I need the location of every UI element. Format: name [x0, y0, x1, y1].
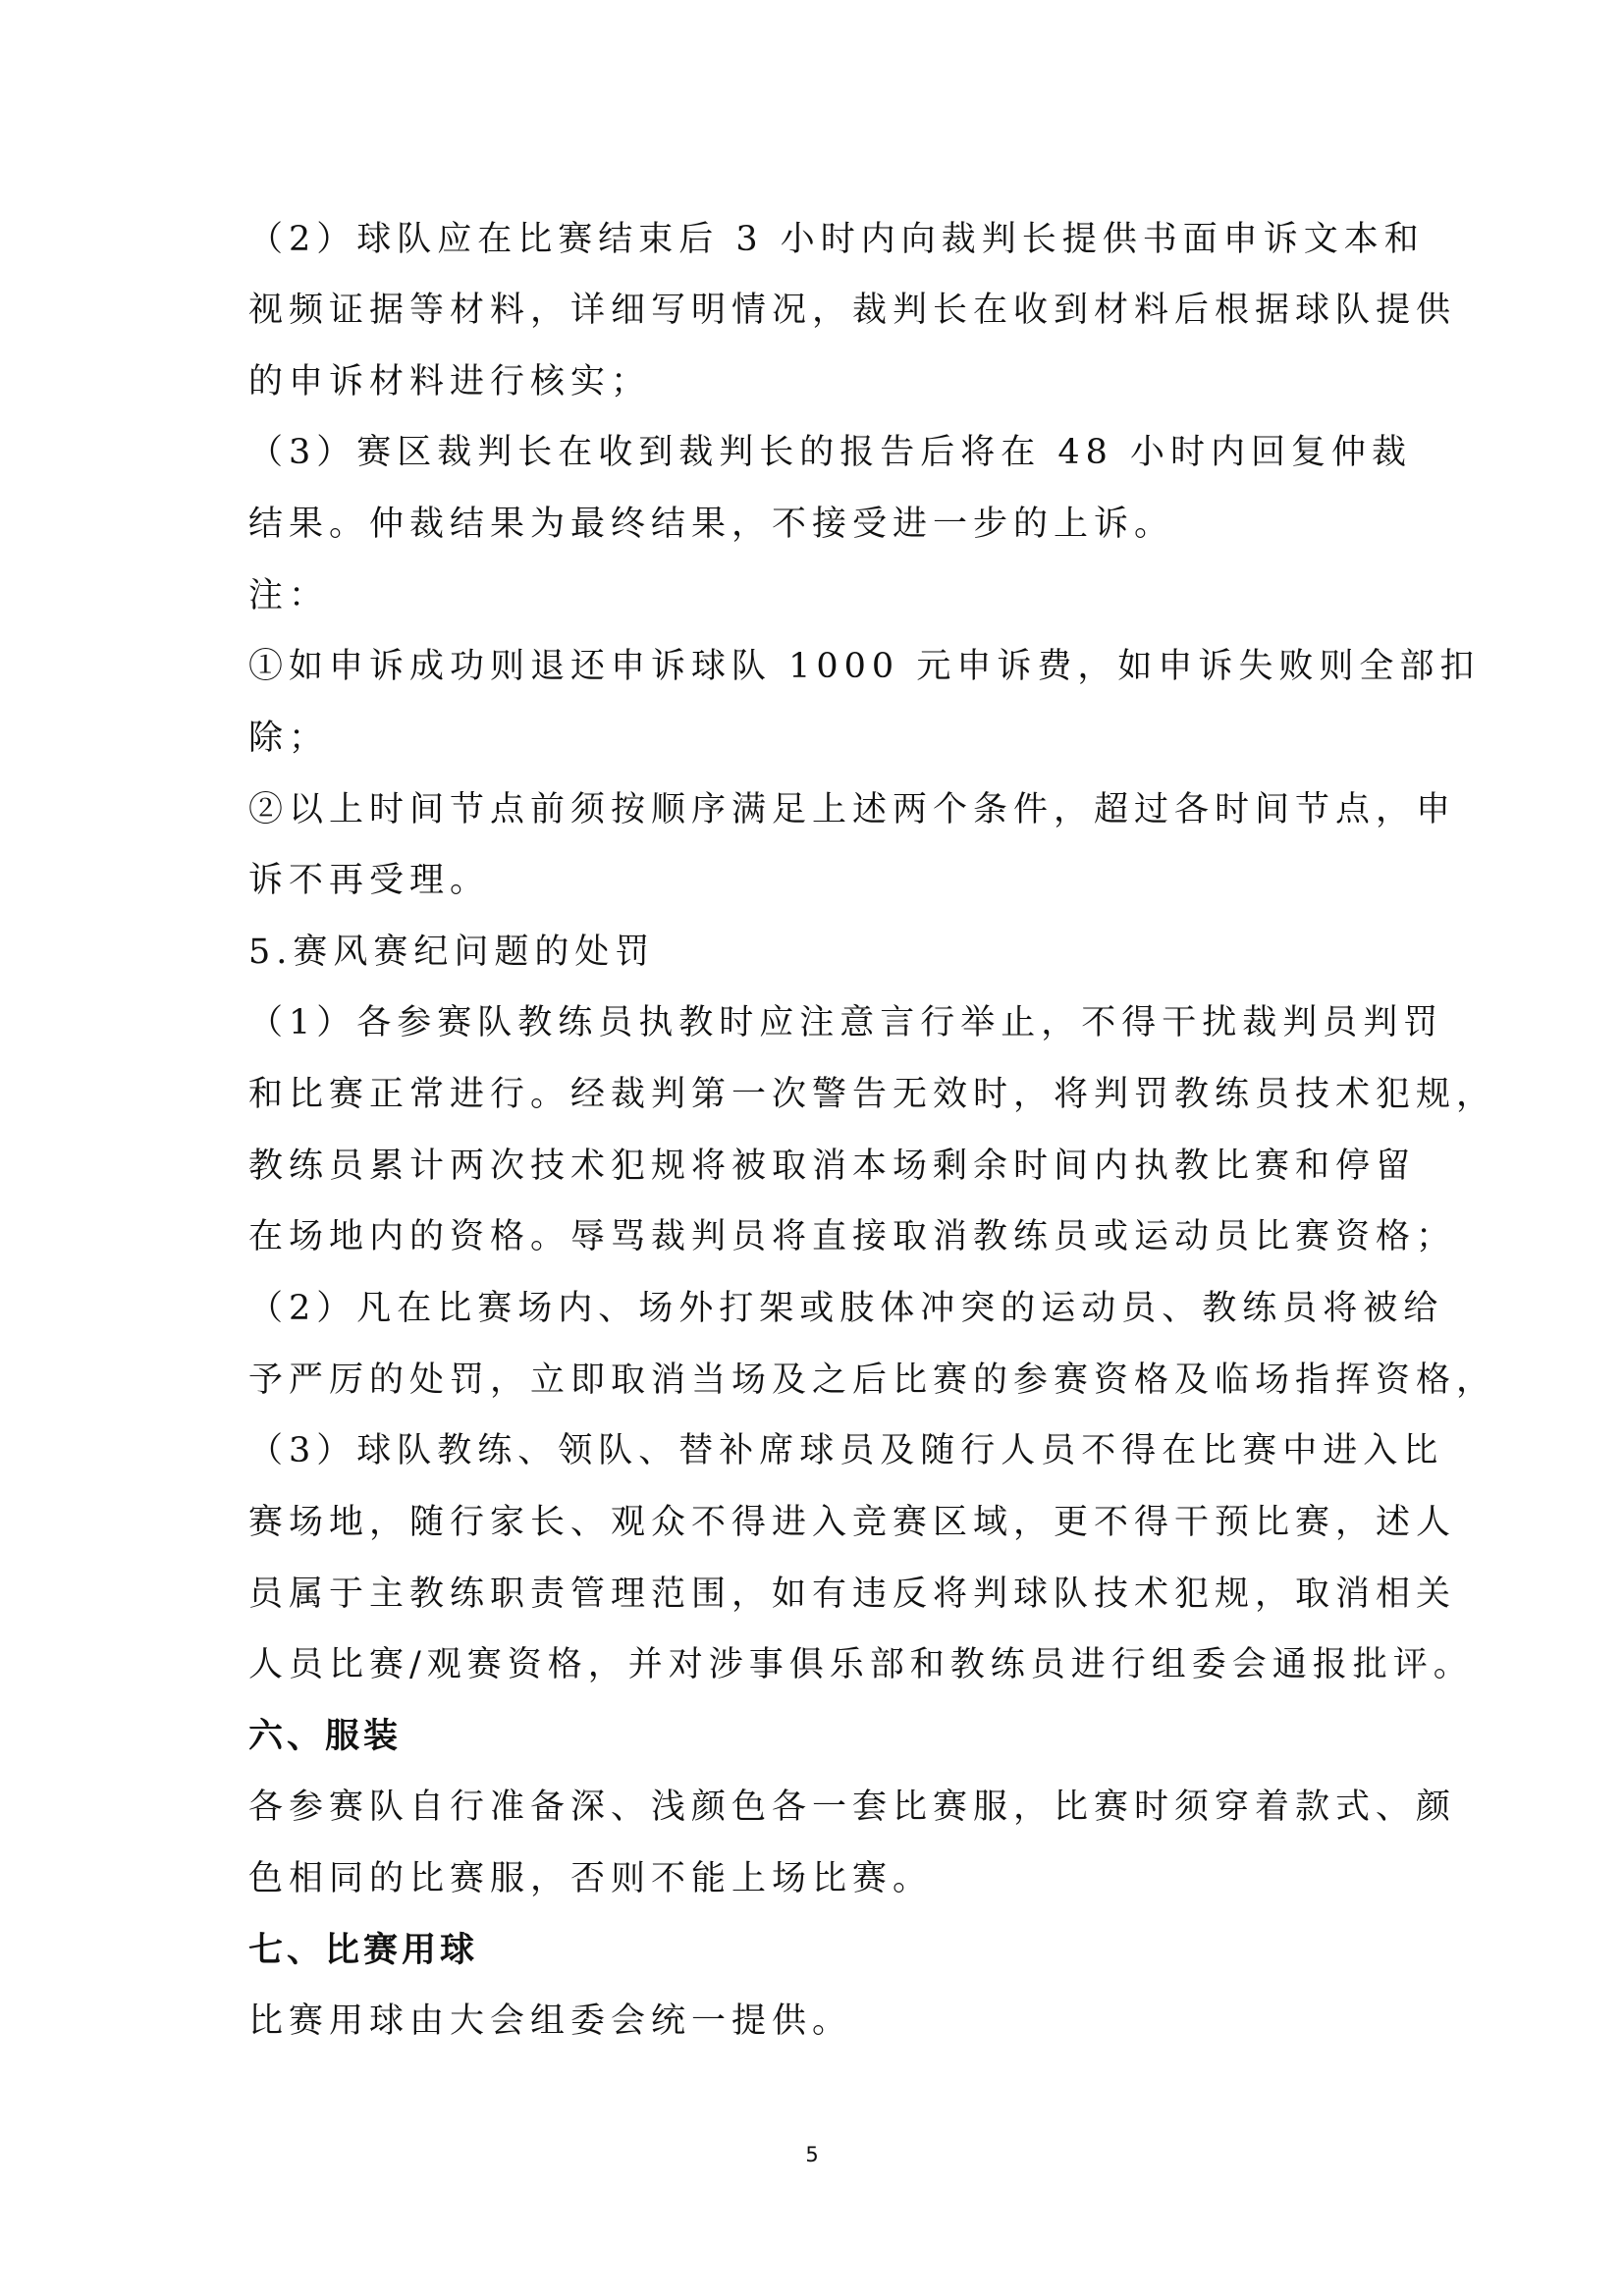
- text-line: 视频证据等材料，详细写明情况，裁判长在收到材料后根据球队提供: [248, 291, 1457, 330]
- text-line: 赛场地，随行家长、观众不得进入竞赛区域，更不得干预比赛，述人: [248, 1503, 1457, 1542]
- text-line: 和比赛正常进行。经裁判第一次警告无效时，将判罚教练员技术犯规，: [248, 1075, 1497, 1114]
- text-line: ②以上时间节点前须按顺序满足上述两个条件，超过各时间节点，申: [248, 790, 1457, 829]
- text-line: 人员比赛/观赛资格，并对涉事俱乐部和教练员进行组委会通报批评。: [248, 1645, 1474, 1684]
- text-line: （1）各参赛队教练员执教时应注意言行举止，不得干扰裁判员判罚: [248, 1003, 1444, 1042]
- page-number: 5: [805, 2143, 819, 2166]
- section-heading-clothing: 六、服装: [248, 1716, 403, 1756]
- text-line: 除；: [248, 719, 330, 758]
- text-line: 比赛用球由大会组委会统一提供。: [248, 2002, 853, 2041]
- text-line: 结果。仲裁结果为最终结果，不接受进一步的上诉。: [248, 505, 1175, 544]
- text-line: 色相同的比赛服，否则不能上场比赛。: [248, 1859, 934, 1898]
- text-line: （2）球队应在比赛结束后 3 小时内向裁判长提供书面申诉文本和: [248, 220, 1425, 259]
- text-line: 教练员累计两次技术犯规将被取消本场剩余时间内执教比赛和停留: [248, 1147, 1417, 1186]
- text-line: （3）球队教练、领队、替补席球员及随行人员不得在比赛中进入比: [248, 1431, 1444, 1470]
- section-subheading: 5.赛风赛纪问题的处罚: [248, 933, 656, 972]
- text-line: 予严厉的处罚，立即取消当场及之后比赛的参赛资格及临场指挥资格，: [248, 1361, 1497, 1400]
- text-line: 在场地内的资格。辱骂裁判员将直接取消教练员或运动员比赛资格；: [248, 1217, 1457, 1256]
- text-line: （3）赛区裁判长在收到裁判长的报告后将在 48 小时内回复仲裁: [248, 433, 1413, 472]
- text-line: 的申诉材料进行核实；: [248, 362, 652, 401]
- text-line: 各参赛队自行准备深、浅颜色各一套比赛服，比赛时须穿着款式、颜: [248, 1788, 1457, 1827]
- section-heading-match-ball: 七、比赛用球: [248, 1930, 479, 1970]
- text-line: 诉不再受理。: [248, 861, 491, 900]
- text-line: 员属于主教练职责管理范围，如有违反将判球队技术犯规，取消相关: [248, 1575, 1457, 1614]
- text-line: （2）凡在比赛场内、场外打架或肢体冲突的运动员、教练员将被给: [248, 1289, 1444, 1328]
- text-line: ①如申诉成功则退还申诉球队 1000 元申诉费，如申诉失败则全部扣: [248, 647, 1481, 686]
- text-line: 注：: [248, 576, 330, 615]
